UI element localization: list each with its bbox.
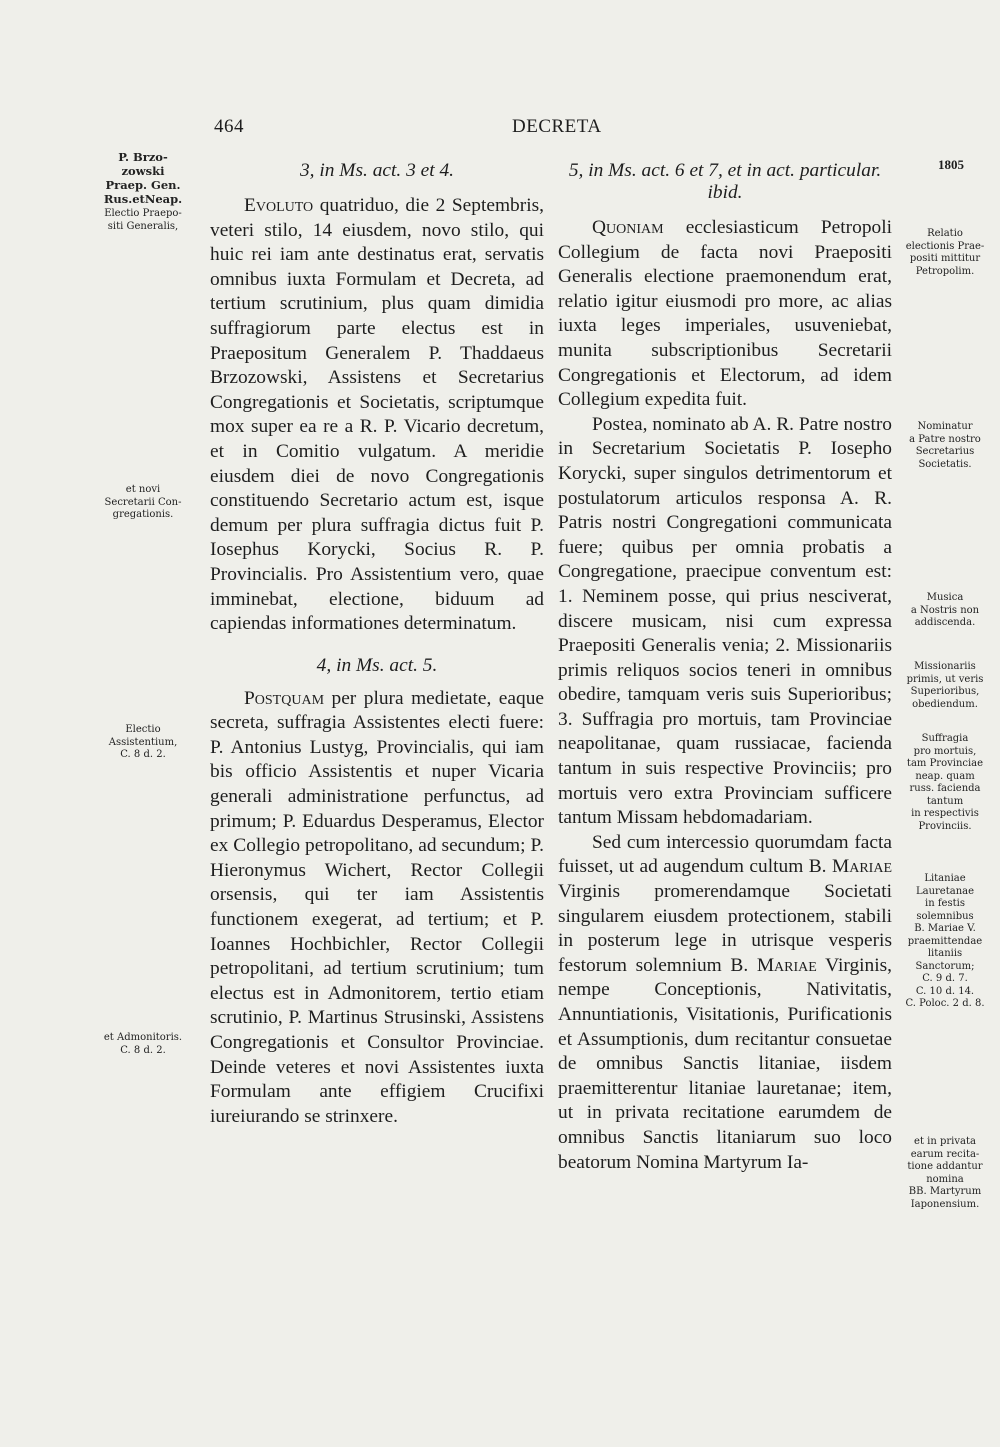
margin-note-line: B. Mariae V. bbox=[914, 923, 976, 934]
margin-note-line: Petropolim. bbox=[915, 265, 975, 277]
bleed-through bbox=[575, 140, 579, 158]
paragraph-text: ecclesiasticum Petropoli Collegium de facta novi Praepositi Generalis electione praemonendum erat, relatio igitur eiusmodi pro more, ac alias iuxta leges imperiales, usuveniebat, munita subscriptionibus Secretarii Congregationis et Electorum, ad idem Collegium expedita fuit. bbox=[558, 217, 892, 411]
paragraph-text: Sed cum intercessio quorumdam facta fuisset, ut ad augendum cultum B. bbox=[558, 831, 892, 878]
margin-note-line: Iaponensium. bbox=[910, 1198, 980, 1210]
paragraph-postea: Postea, nominato ab A. R. Patre nostro in Secretarium Societatis P. Iosepho Korycki, super singulos detrimentorum et postulatorum articulos responsa A. R. Patris nostri Congregationi communicata fuere; quibus per omnia probatis a Congregatione, praecipue conventum est: 1. Neminem posse, qui prius nesciverat, discere musicam, nisi cum expressa Praepositi Generalis venia; 2. Missionariis primis reliquos socios teneri in omnibus obedire, tamquam veris suis Superioribus; 3. Suffragia pro mortuis, tam Provinciae neapolitanae, quam russiacae, facienda tantum in suis respective Provinciis; pro mortuis vero extra Provinciam sufficere tantum Missam hebdomadariam. bbox=[558, 413, 892, 829]
margin-note-line: positi mittitur bbox=[909, 253, 981, 264]
margin-note-line: russ. facienda bbox=[909, 783, 981, 794]
paragraph-text: per plura medietate, eaque secreta, suffragia Assistentes electi fuere: P. Antonius Lustyg, Provincialis, qui iam bis officio Assistentis et nuper Vicaria generali administratione perfunctus, ad primum; P. Eduardus Desperamus, Elector ex Collegio petropolitano, ad secundum; P. Hieronymus Wichert, Rector Collegii orsensis, qui ter iam Assistentis functionem exegerat, ad tertium; et P. Ioannes Hochbichler, Rector Collegii petropolitani, ad tertium scrutinium; tum electus est in Admonitorem, tertio etiam scrutinio, P. Martinus Strusinski, Assistens Congregationis et Consultor Provinciae. Deinde veteres et novi Assistentes iuxta Formulam ante effigiem Crucifixi iureiurando se strinxere. bbox=[210, 687, 544, 1127]
margin-note-line: Societatis. bbox=[918, 458, 972, 470]
margin-note-line: BB. Martyrum bbox=[908, 1186, 982, 1197]
margin-note-nominatur bbox=[900, 421, 990, 471]
margin-note-line: primis, ut veris bbox=[906, 673, 984, 685]
margin-note-line: C. 9 d. 7. bbox=[922, 973, 968, 984]
section-heading-5: 5, in Ms. act. 6 et 7, et in act. particular. ibid. bbox=[568, 160, 882, 203]
margin-note-line: in festis bbox=[925, 898, 965, 909]
margin-note-line: electionis Prae- bbox=[905, 240, 985, 252]
margin-note-privata bbox=[900, 1136, 990, 1211]
margin-note-author bbox=[92, 150, 194, 206]
margin-note-line: Superioribus, bbox=[910, 686, 980, 697]
margin-note-line: et Admonitoris. bbox=[103, 1032, 183, 1043]
margin-note-line: P. Brzo- bbox=[118, 150, 168, 164]
margin-note-litaniae bbox=[900, 873, 990, 1011]
mariae-smallcaps: Mariae bbox=[756, 954, 817, 976]
margin-note-line: tam Provinciae bbox=[906, 758, 984, 769]
margin-note-line: Electio Praepo- bbox=[104, 208, 182, 219]
margin-note-line: Sanctorum; bbox=[915, 960, 975, 972]
margin-note-line: earum recita- bbox=[910, 1148, 980, 1160]
margin-note-suffragia bbox=[900, 733, 990, 833]
margin-note-line: litaniis bbox=[927, 948, 963, 959]
paragraph-quoniam bbox=[558, 216, 892, 413]
margin-note-line: Missionariis bbox=[914, 661, 976, 672]
margin-note-line: Secretarius bbox=[915, 446, 975, 457]
margin-note-line: C. 8 d. 2. bbox=[120, 1044, 166, 1056]
margin-note-line: tione addantur bbox=[907, 1161, 983, 1172]
margin-note-line: et in privata bbox=[914, 1136, 976, 1147]
margin-note-line: Musica bbox=[926, 592, 964, 603]
margin-note-missionariis bbox=[900, 661, 990, 711]
margin-note-admonitoris bbox=[92, 1032, 194, 1057]
page-number: 464 bbox=[214, 116, 244, 137]
margin-note-line: Assistentium, bbox=[108, 736, 178, 748]
running-title: DECRETA bbox=[512, 116, 602, 137]
margin-note-line: in respectivis bbox=[911, 808, 979, 819]
margin-note-line: a Patre nostro bbox=[909, 433, 981, 445]
margin-note-line: praemittendae bbox=[907, 935, 983, 947]
margin-note-line: addiscenda. bbox=[914, 617, 976, 628]
initial-word: Postquam bbox=[244, 687, 325, 709]
margin-note-line: Praep. Gen. bbox=[105, 178, 181, 192]
paragraph-text: quatriduo, die 2 Septembris, veteri stilo, 14 eiusdem, novo stilo, qui huic rei iam ante destinatus erat, servatis omnibus iuxta Formulam et Decreta, ad tertium scrutinium, plus quam dimidia suffragiorum parte electus est in Praepositum Generalem P. Thaddaeus Brzozowski, Assistens et Secretarius Congregationis et Societatis, scriptumque mox super ea re a R. P. Vicario decretum, et in Comitio vulgatum. A meridie eiusdem diei de novo Congregationis constituendo Secretario actum est, isque demum per plura suffragia dictus fuit P. Iosephus Korycki, Socius R. P. Provincialis. Pro Assistentium vero, quae imminebat, electione, biduum ad capiendas informationes determinatum. bbox=[210, 195, 544, 635]
margin-note-line: Suffragia bbox=[921, 733, 969, 744]
margin-note-line: Relatio bbox=[927, 228, 963, 239]
margin-note-line: Litaniae bbox=[924, 873, 966, 884]
margin-note-line: C. 8 d. 2. bbox=[120, 749, 166, 760]
margin-note-line: a Nostris non bbox=[910, 604, 980, 616]
paragraph-text: Virginis promerendamque Societati singularem eiusdem protectionem, stabili in posterum lege in utrisque vesperis festorum solemnium B. bbox=[558, 881, 892, 976]
margin-note-line: Nominatur bbox=[917, 421, 973, 432]
paragraph-evoluto bbox=[210, 194, 544, 637]
paragraph-sed-cum bbox=[558, 831, 892, 1175]
margin-note-line: nomina bbox=[926, 1173, 964, 1185]
margin-note-line: obediendum. bbox=[912, 698, 978, 710]
margin-note-line: et novi bbox=[125, 484, 161, 495]
year-marker: 1805 bbox=[938, 157, 964, 172]
margin-note-line: Rus.etNeap. bbox=[103, 192, 183, 206]
left-column bbox=[210, 160, 544, 1129]
section-heading-4: 4, in Ms. act. 5. bbox=[316, 654, 438, 676]
margin-note-line: neap. quam bbox=[915, 770, 975, 782]
section-heading-3: 3, in Ms. act. 3 et 4. bbox=[299, 160, 455, 181]
margin-note-musica bbox=[900, 592, 990, 630]
margin-note-line: tantum bbox=[926, 795, 964, 807]
mariae-smallcaps: Mariae bbox=[831, 856, 892, 878]
margin-note-electio-assistentium bbox=[92, 724, 194, 762]
margin-note-relatio bbox=[900, 228, 990, 278]
margin-note-electio-praepositi bbox=[92, 208, 194, 233]
margin-note-line: pro mortuis, bbox=[913, 745, 977, 757]
margin-note-line: Secretarii Con- bbox=[104, 496, 182, 508]
margin-note-line: zowski bbox=[121, 164, 165, 178]
margin-note-line: C. Poloc. 2 d. 8. bbox=[905, 998, 985, 1009]
margin-note-line: siti Generalis, bbox=[107, 220, 179, 232]
margin-note-line: Lauretanae bbox=[915, 885, 975, 897]
paragraph-text: Virginis, nempe Conceptionis, Nativitatis, Annuntiationis, Visitationis, Purificationis et Assumptionis, dum recitantur consuetae de omnibus Sanctis litaniae, iisdem praemitterentur litaniae lauretanae; item, ut in privata recitatione earumdem de omnibus Sanctis litaniarum suo loco beatorum Nomina Martyrum Ia- bbox=[558, 954, 893, 1173]
margin-note-line: C. 10 d. 14. bbox=[915, 985, 975, 997]
margin-note-line: Electio bbox=[125, 724, 161, 735]
paragraph-postquam bbox=[210, 687, 544, 1130]
margin-note-secretarii bbox=[92, 484, 194, 522]
margin-note-line: Provinciis. bbox=[918, 820, 972, 832]
margin-note-line: solemnibus bbox=[916, 910, 974, 922]
initial-word: Evoluto bbox=[244, 195, 314, 216]
right-column bbox=[558, 160, 892, 1175]
margin-note-line: gregationis. bbox=[112, 509, 174, 520]
initial-word: Quoniam bbox=[592, 217, 664, 238]
